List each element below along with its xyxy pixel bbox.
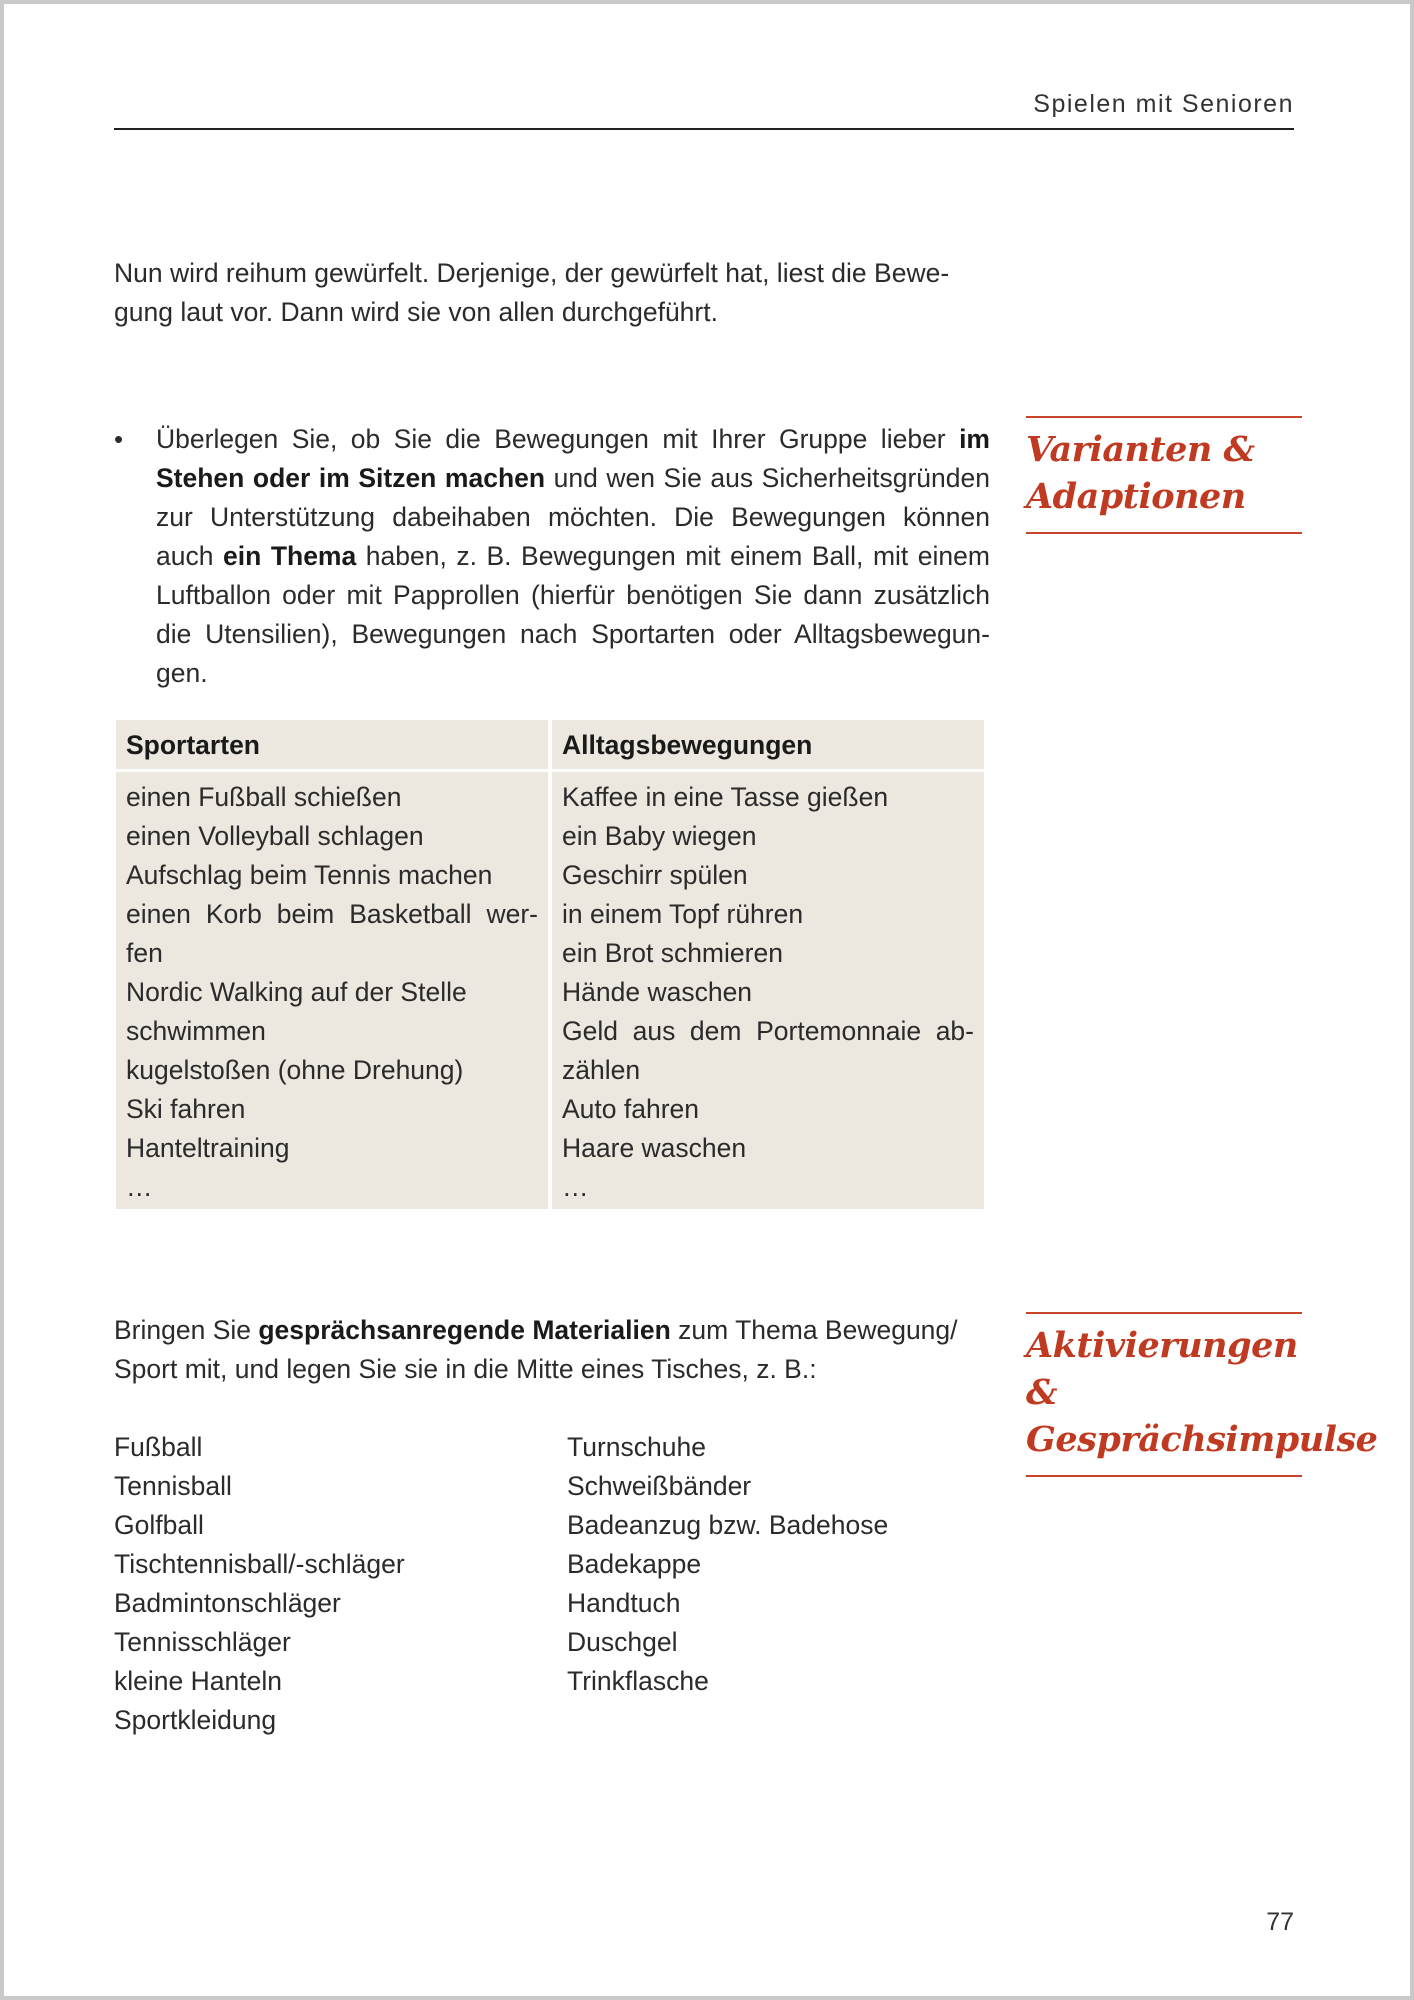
list-item: Turnschuhe: [567, 1432, 706, 1462]
side-title-line: Adaptionen: [1026, 476, 1246, 517]
side-title-line: Varianten &: [1026, 429, 1255, 470]
list-item: einen Fußball schießen: [126, 782, 402, 812]
list-item: Ski fahren: [126, 1094, 246, 1124]
bold-run: im Stehen oder im Sitzen machen: [156, 424, 990, 493]
sports-cell: [116, 772, 548, 1209]
materials-list-right: [567, 1428, 888, 1701]
variants-text: [156, 420, 990, 693]
materials-list-left: [114, 1428, 405, 1740]
list-item: Aufschlag beim Tennis machen: [126, 860, 493, 890]
intro-line: gung laut vor. Dann wird sie von allen durchgeführt.: [114, 297, 718, 327]
column-header: Alltagsbewegungen: [552, 720, 984, 772]
side-heading-activation: [1026, 1312, 1378, 1477]
text-run: und wen Sie aus Sicherheitsgründen zur Unterstützung dabeihaben möchten. Die Bewegungen können auch: [156, 463, 990, 571]
table-header-row: [116, 720, 984, 772]
list-item: Trinkflasche: [567, 1666, 709, 1696]
list-item: Auto fahren: [562, 1094, 700, 1124]
running-head: Spielen mit Senioren: [1033, 90, 1294, 118]
text-run: Überlegen Sie, ob Sie die Bewegungen mit Ihrer Gruppe lieber: [156, 424, 960, 454]
everyday-cell: [552, 772, 984, 1209]
text-run: haben, z. B. Bewegungen mit einem Ball, mit einem Luftballon oder mit Papprollen (hierfür benötigen Sie dann zusätzlich die Utensilien), Bewegungen nach Sportarten oder Alltagsbewegun-gen.: [156, 541, 990, 688]
materials-paragraph: [114, 1311, 994, 1389]
list-item: Kaffee in eine Tasse gießen: [562, 782, 889, 812]
list-item: Geld aus dem Portemonnaie ab-: [562, 1016, 974, 1046]
list-item: Hände waschen: [562, 977, 753, 1007]
list-item: Handtuch: [567, 1588, 681, 1618]
list-item: kleine Hanteln: [114, 1666, 282, 1696]
list-item: ein Baby wiegen: [562, 821, 757, 851]
header-rule: [114, 128, 1294, 130]
list-item: …: [126, 1172, 153, 1202]
list-item: …: [562, 1172, 589, 1202]
list-item: einen Volleyball schlagen: [126, 821, 424, 851]
text-run: zum Thema Bewegung/: [670, 1315, 958, 1345]
list-item: Badmintonschläger: [114, 1588, 341, 1618]
bullet-icon: •: [114, 424, 124, 454]
intro-line: Nun wird reihum gewürfelt. Derjenige, der gewürfelt hat, liest die Bewe-: [114, 258, 950, 288]
list-item: Fußball: [114, 1432, 203, 1462]
side-title-line: Aktivierungen &: [1026, 1325, 1298, 1413]
list-item: in einem Topf rühren: [562, 899, 804, 929]
list-item: Sportkleidung: [114, 1705, 277, 1735]
list-item: Tischtennisball/-schläger: [114, 1549, 405, 1579]
list-item: ein Brot schmieren: [562, 938, 783, 968]
text-run: Bringen Sie: [114, 1315, 259, 1345]
bold-run: ein Thema: [223, 541, 357, 571]
table-row: [116, 772, 984, 1209]
movements-table: [112, 720, 988, 1209]
list-item: Haare waschen: [562, 1133, 747, 1163]
list-item: Badeanzug bzw. Badehose: [567, 1510, 889, 1540]
list-item: fen: [126, 938, 163, 968]
list-item: Tennisschläger: [114, 1627, 291, 1657]
list-item: Nordic Walking auf der Stelle: [126, 977, 467, 1007]
list-item: Duschgel: [567, 1627, 678, 1657]
list-item: Tennisball: [114, 1471, 232, 1501]
list-item: Golfball: [114, 1510, 204, 1540]
list-item: Badekappe: [567, 1549, 702, 1579]
list-item: zählen: [562, 1055, 641, 1085]
list-item: schwimmen: [126, 1016, 266, 1046]
side-title-line: Gesprächsimpulse: [1026, 1419, 1378, 1460]
list-item: kugelstoßen (ohne Drehung): [126, 1055, 464, 1085]
column-header: Sportarten: [116, 720, 548, 772]
materials-line: Sport mit, und legen Sie sie in die Mitte eines Tisches, z. B.:: [114, 1354, 817, 1384]
list-item: Schweißbänder: [567, 1471, 752, 1501]
page-number: 77: [1266, 1908, 1294, 1936]
side-heading-variants: [1026, 416, 1302, 534]
materials-line: [114, 1311, 994, 1350]
list-item: Hanteltraining: [126, 1133, 290, 1163]
bold-run: gesprächsanregende Materialien: [258, 1315, 671, 1345]
variants-bullet: [114, 420, 990, 693]
list-item: einen Korb beim Basketball wer-: [126, 899, 538, 929]
intro-paragraph: [114, 254, 994, 332]
list-item: Geschirr spülen: [562, 860, 748, 890]
